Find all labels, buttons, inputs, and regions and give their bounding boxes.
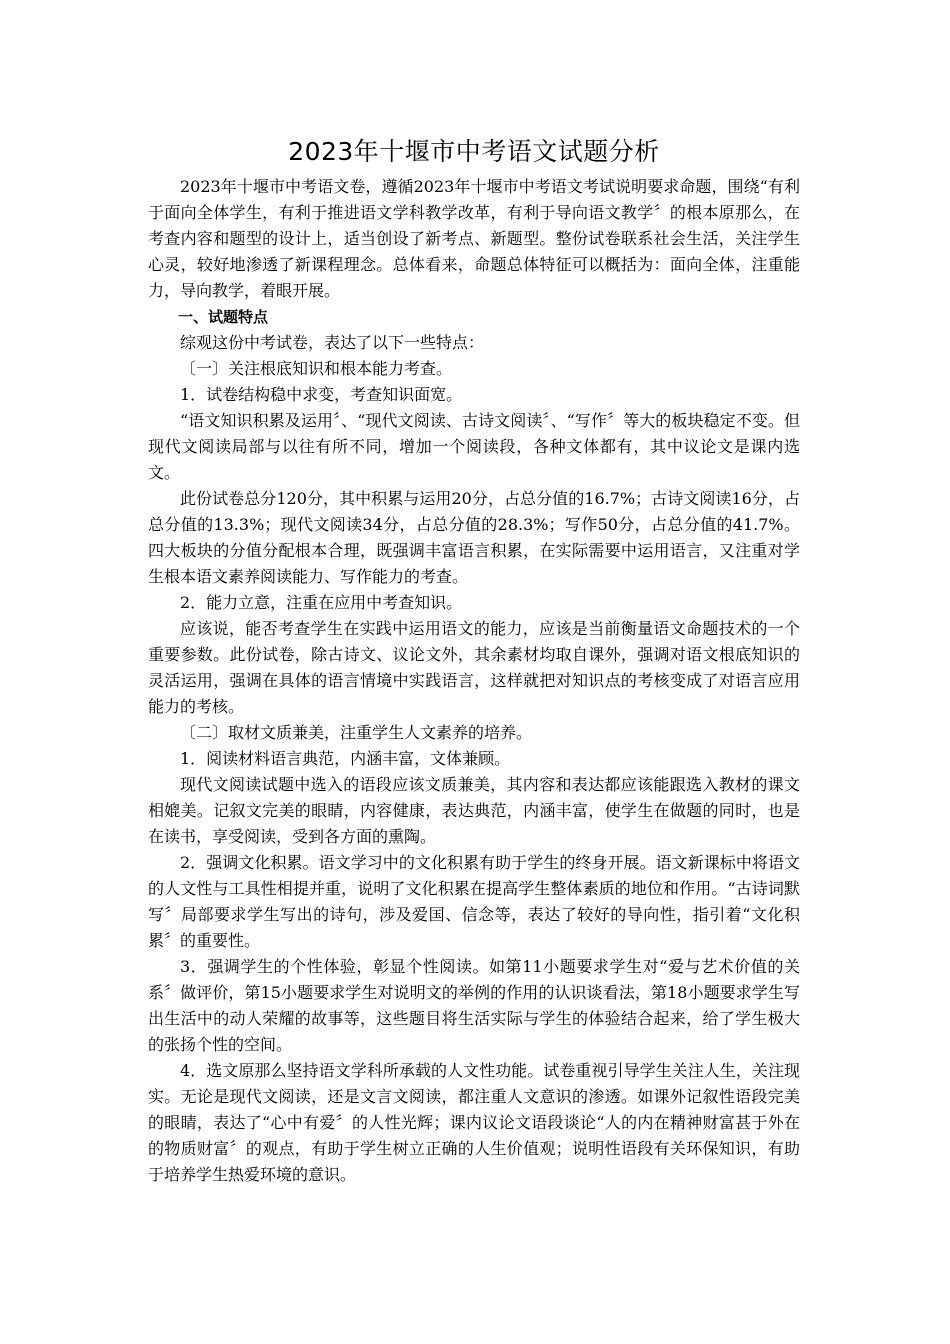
body-paragraph: “语文知识积累及运用〞、“现代文阅读、古诗文阅读〞、“写作〞等大的板块稳定不变。但现代文阅读局部与以往有所不同，增加一个阅读段，各种文体都有，其中议论文是课内选文。 <box>148 411 800 482</box>
body-paragraph: 2．强调文化积累。语文学习中的文化积累有助于学生的终身开展。语文新课标中将语文的人文性与工具性相提并重，说明了文化积累在提高学生整体素质的地位和作用。“古诗词默写〞局部要求学生写出的诗句，涉及爱国、信念等，表达了较好的导向性，指引着“文化积累〞的重要性。 <box>148 853 800 950</box>
body-paragraph: 综观这份中考试卷，表达了以下一些特点： <box>180 333 485 352</box>
body-paragraph: 此份试卷总分120分，其中积累与运用20分，占总分值的16.7%；古诗文阅读16分，占总分值的13.3%；现代文阅读34分，占总分值的28.3%；写作50分，占总分值的41.7%。四大板块的分值分配根本合理，既强调丰富语言积累，在实际需要中运用语言，又注重对学生根本语文素养阅读能力、写作能力的考查。 <box>148 489 800 586</box>
document-body <box>148 174 800 1188</box>
body-paragraph: 4．选文原那么坚持语文学科所承载的人文性功能。试卷重视引导学生关注人生，关注现实。无论是现代文阅读，还是文言文阅读，都注重人文意识的渗透。如课外记叙性语段完美的眼睛，表达了“心中有爱〞的人性光辉；课内议论文语段谈论“人的内在精神财富甚于外在的物质财富〞的观点，有助于学生树立正确的人生价值观；说明性语段有关环保知识，有助于培养学生热爱环境的意识。 <box>148 1061 800 1184</box>
body-paragraph: 1．试卷结构稳中求变，考查知识面宽。 <box>180 385 463 404</box>
body-paragraph: 〔一〕关注根底知识和根本能力考查。 <box>180 359 453 378</box>
section-heading: 一、试题特点 <box>178 308 269 326</box>
body-paragraph: 应该说，能否考查学生在实践中运用语文的能力，应该是当前衡量语文命题技术的一个重要参数。此份试卷，除古诗文、议论文外，其余素材均取自课外，强调对语文根底知识的灵活运用，强调在具体的语言情境中实践语言，这样就把对知识点的考核变成了对语言应用能力的考核。 <box>148 619 800 716</box>
document-title: 2023年十堰市中考语文试题分析 <box>288 137 660 166</box>
document-page <box>148 132 800 1188</box>
body-paragraph: 3．强调学生的个性体验，彰显个性阅读。如第11小题要求学生对“爱与艺术价值的关系〞做评价，第15小题要求学生对说明文的举例的作用的认识谈看法，第18小题要求学生写出生活中的动人荣耀的故事等，这些题目将生活实际与学生的体验结合起来，给了学生极大的张扬个性的空间。 <box>148 957 800 1054</box>
body-paragraph: 1．阅读材料语言典范，内涵丰富，文体兼顾。 <box>180 749 511 768</box>
body-paragraph: 2．能力立意，注重在应用中考查知识。 <box>180 593 463 612</box>
body-paragraph: 2023年十堰市中考语文卷，遵循2023年十堰市中考语文考试说明要求命题，围绕“有利于面向全体学生，有利于推进语文学科教学改革，有利于导向语文教学〞的根本原那么，在考查内容和题型的设计上，适当创设了新考点、新题型。整份试卷联系社会生活，关注学生心灵，较好地渗透了新课程理念。总体看来，命题总体特征可以概括为：面向全体，注重能力，导向教学，着眼开展。 <box>148 177 800 300</box>
body-paragraph: 〔二〕取材文质兼美，注重学生人文素养的培养。 <box>180 723 533 742</box>
body-paragraph: 现代文阅读试题中选入的语段应该文质兼美，其内容和表达都应该能跟选入教材的课文相媲美。记叙文完美的眼睛，内容健康，表达典范，内涵丰富，使学生在做题的同时，也是在读书，享受阅读，受到各方面的熏陶。 <box>148 775 800 846</box>
